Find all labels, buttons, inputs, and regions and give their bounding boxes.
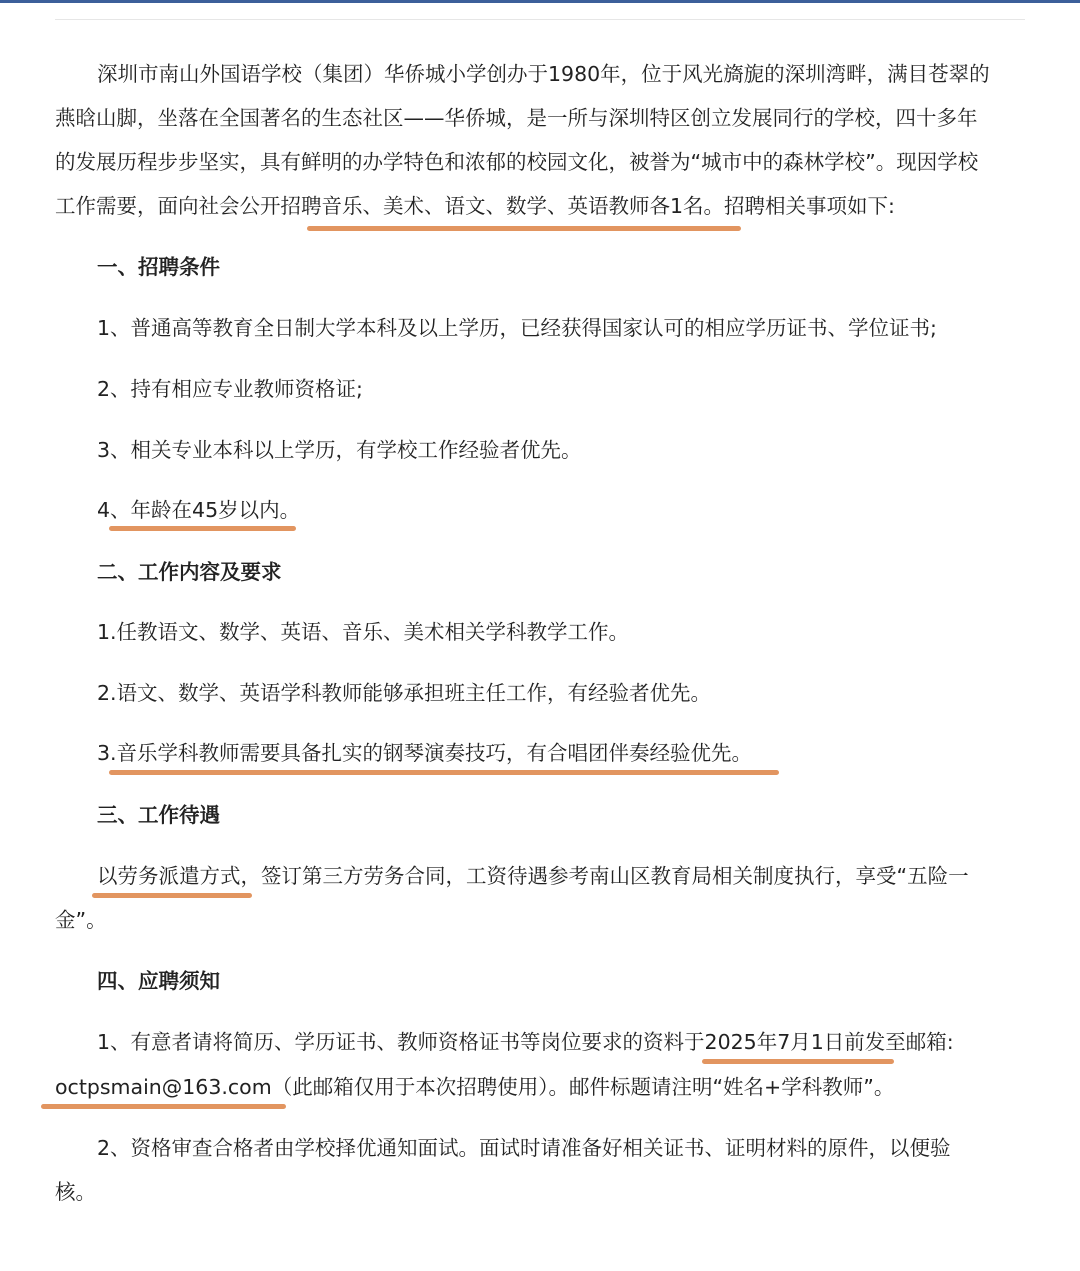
- intro-line: 工作需要，面向社会公开招聘音乐、美术、语文、数学、英语教师各1名。招聘相关事项如下:: [55, 194, 895, 218]
- compensation-line: 以劳务派遣方式，签订第三方劳务合同，工资待遇参考南山区教育局相关制度执行，享受“五险一: [97, 864, 969, 888]
- highlight-underline: [41, 1104, 286, 1109]
- compensation-line: 金”。: [55, 908, 107, 932]
- condition-item: 3、相关专业本科以上学历，有学校工作经验者优先。: [97, 438, 582, 462]
- application-line: 2、资格审查合格者由学校择优通知面试。面试时请准备好相关证书、证明材料的原件，以便验: [97, 1136, 951, 1160]
- condition-item: 4、年龄在45岁以内。: [97, 498, 301, 522]
- application-line: 1、有意者请将简历、学历证书、教师资格证书等岗位要求的资料于2025年7月1日前发至邮箱:: [97, 1030, 954, 1054]
- job-item: 2.语文、数学、英语学科教师能够承担班主任工作，有经验者优先。: [97, 681, 712, 705]
- section-heading-job-content: 二、工作内容及要求: [97, 560, 282, 584]
- application-line: 核。: [55, 1180, 96, 1204]
- top-accent-bar: [0, 0, 1080, 3]
- application-email-line: octpsmain@163.com（此邮箱仅用于本次招聘使用）。邮件标题请注明“姓名+学科教师”。: [55, 1075, 895, 1099]
- section-heading-recruitment-conditions: 一、招聘条件: [97, 255, 220, 279]
- highlight-underline: [109, 770, 779, 775]
- highlight-underline: [109, 526, 296, 531]
- job-item: 1.任教语文、数学、英语、音乐、美术相关学科教学工作。: [97, 620, 630, 644]
- intro-line: 的发展历程步步坚实，具有鲜明的办学特色和浓郁的校园文化，被誉为“城市中的森林学校”。现因学校: [55, 150, 979, 174]
- condition-item: 2、持有相应专业教师资格证;: [97, 377, 363, 401]
- section-heading-compensation: 三、工作待遇: [97, 803, 220, 827]
- intro-line: 深圳市南山外国语学校（集团）华侨城小学创办于1980年，位于风光旖旎的深圳湾畔，满目苍翠的: [97, 62, 990, 86]
- condition-item: 1、普通高等教育全日制大学本科及以上学历，已经获得国家认可的相应学历证书、学位证书;: [97, 316, 937, 340]
- section-heading-application-notes: 四、应聘须知: [97, 969, 220, 993]
- header-divider: [55, 19, 1025, 20]
- highlight-underline: [702, 1059, 894, 1064]
- highlight-underline: [92, 893, 252, 898]
- intro-line: 燕晗山脚，坐落在全国著名的生态社区——华侨城，是一所与深圳特区创立发展同行的学校，四十多年: [55, 106, 978, 130]
- highlight-underline: [307, 226, 741, 231]
- job-item: 3.音乐学科教师需要具备扎实的钢琴演奏技巧，有合唱团伴奏经验优先。: [97, 741, 753, 765]
